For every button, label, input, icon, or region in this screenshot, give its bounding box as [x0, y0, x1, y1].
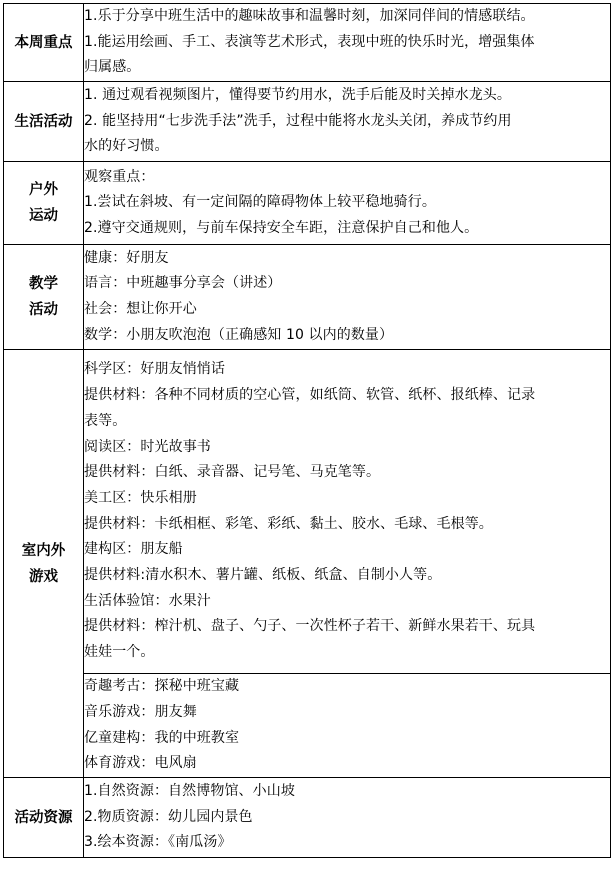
label-weekly-focus: 本周重点: [4, 4, 84, 82]
focus-line: 1.能运用绘画、手工、表演等艺术形式，表现中班的快乐时光，增强集体: [84, 33, 535, 50]
games-extra-line: 奇趣考古：探秘中班宝藏: [84, 678, 240, 695]
label-games: [4, 350, 84, 778]
label-line: 室内外: [21, 542, 66, 559]
content-weekly-focus: [84, 4, 611, 82]
content-life-activity: [84, 82, 611, 162]
games-extra-line: 音乐游戏：朋友舞: [84, 703, 197, 720]
games-line: 提供材料：各种不同材质的空心管，如纸筒、软管、纸杯、报纸棒、记录: [84, 387, 536, 404]
weekly-plan-table: [3, 3, 611, 858]
teaching-line: 语言：中班趣事分享会（讲述）: [84, 275, 282, 292]
teaching-line: 社会：想让你开心: [84, 301, 197, 318]
games-line: 提供材料：白纸、录音器、记号笔、马克笔等。: [84, 464, 381, 481]
games-extra-line: 亿童建构：我的中班教室: [84, 729, 240, 746]
resources-line: 3.绘本资源：《南瓜汤》: [84, 834, 232, 851]
life-line: 水的好习惯。: [84, 138, 169, 155]
games-line: 提供材料:清水积木、薯片罐、纸板、纸盒、自制小人等。: [84, 567, 442, 584]
row-weekly-focus: [4, 4, 611, 82]
content-outdoor-sports: [84, 162, 611, 245]
games-line: 提供材料：卡纸相框、彩笔、彩纸、黏土、胶水、毛球、毛根等。: [84, 515, 493, 532]
teaching-line: 数学：小朋友吹泡泡（正确感知 10 以内的数量）: [84, 326, 394, 343]
games-line: 建构区：朋友船: [84, 541, 183, 558]
games-line: 生活体验馆：水果汁: [84, 592, 211, 609]
label-life-activity: 生活活动: [4, 82, 84, 162]
outdoor-line: 2.遵守交通规则，与前车保持安全车距，注意保护自己和他人。: [84, 219, 479, 236]
resources-line: 2.物质资源：幼儿园内景色: [84, 808, 253, 825]
label-line: 教学: [29, 276, 58, 293]
content-games-areas: [84, 350, 611, 674]
content-activity-resources: [84, 778, 611, 858]
label-teaching-activity: [4, 245, 84, 350]
games-line: 美工区：快乐相册: [84, 489, 197, 506]
row-outdoor-sports: [4, 162, 611, 245]
content-games-extra: [84, 674, 611, 778]
outdoor-line: 观察重点：: [84, 168, 155, 185]
label-line: 运动: [29, 208, 58, 225]
resources-line: 1.自然资源：自然博物馆、小山坡: [84, 783, 295, 800]
games-line: 娃娃一个。: [84, 644, 155, 661]
row-teaching-activity: [4, 245, 611, 350]
games-line: 提供材料：榨汁机、盘子、勺子、一次性杯子若干、新鲜水果若干、玩具: [84, 618, 536, 635]
row-games: [4, 350, 611, 674]
label-activity-resources: 活动资源: [4, 778, 84, 858]
games-line: 表等。: [84, 412, 127, 429]
label-line: 户外: [29, 182, 58, 199]
focus-line: 1.乐于分享中班生活中的趣味故事和温馨时刻，加深同伴间的情感联结。: [84, 8, 535, 24]
games-line: 科学区：好朋友悄悄话: [84, 361, 225, 378]
life-line: 2. 能坚持用“七步洗手法”洗手，过程中能将水龙头关闭，养成节约用: [84, 112, 512, 129]
label-line: 活动: [29, 302, 58, 319]
label-outdoor-sports: [4, 162, 84, 245]
games-extra-line: 体育游戏：电风扇: [84, 755, 197, 772]
row-activity-resources: [4, 778, 611, 858]
content-teaching-activity: [84, 245, 611, 350]
row-life-activity: [4, 82, 611, 162]
outdoor-line: 1.尝试在斜坡、有一定间隔的障碍物体上较平稳地骑行。: [84, 194, 436, 211]
life-line: 1. 通过观看视频图片，懂得要节约用水，洗手后能及时关掉水龙头。: [84, 87, 512, 104]
games-line: 阅读区：时光故事书: [84, 438, 211, 455]
row-games-extra: [4, 674, 611, 778]
teaching-line: 健康：好朋友: [84, 249, 169, 266]
label-line: 游戏: [29, 568, 58, 585]
focus-line: 归属感。: [84, 59, 141, 76]
